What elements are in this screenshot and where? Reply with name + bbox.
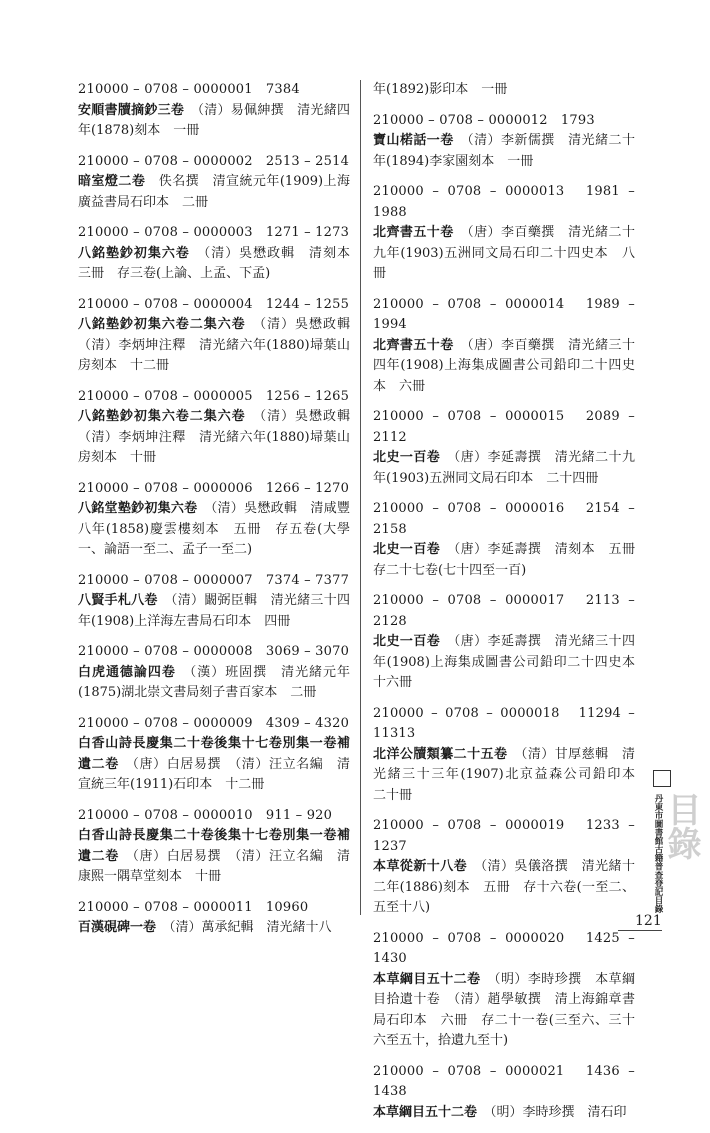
catalog-entry	[78, 571, 350, 633]
entry-title: 暗室燈二卷	[78, 174, 146, 189]
column-divider	[360, 80, 361, 915]
entry-code: 210000 – 0708 – 0000007 7374 – 7377	[78, 572, 350, 588]
page-number-rule	[618, 930, 662, 931]
entry-desc: （唐）李延壽撰 清刻本 五冊 存二十七卷(七十四至一百)	[373, 542, 648, 578]
catalog-entry	[78, 387, 363, 469]
entry-desc: （清）吳懋政輯 （清）李炳坤注釋 清光緒六年(1880)埽葉山房刻本 十二冊	[78, 317, 363, 373]
entry-title: 北齊書五十卷	[373, 225, 454, 240]
entry-desc: （清）甘厚慈輯 清光緒三十三年(1907)北京益森公司鉛印本 二十冊	[373, 746, 649, 803]
catalog-entry	[78, 898, 350, 939]
catalog-entry	[373, 816, 635, 919]
entry-desc: （唐）李延壽撰 清光緒三十四年(1908)上海集成圖書公司鉛印二十四史本 十六冊	[373, 634, 649, 690]
entry-code: 210000 – 0708 – 0000016 2154 – 2158	[373, 501, 635, 537]
entry-code: 210000 – 0708 – 0000015 2089 – 2112	[373, 409, 635, 445]
entry-desc: （清）萬承紀輯 清光緒十八	[169, 920, 332, 935]
catalog-entry	[78, 223, 363, 285]
entry-desc: （唐）白居易撰 （清）汪立名編 清康熙一隅草堂刻本 十冊	[78, 848, 350, 884]
sidebar-box-icon	[653, 770, 671, 787]
entry-code: 210000 – 0708 – 0000020 1425 – 1430	[373, 930, 635, 966]
entry-title: 安順書牘摘鈔三卷	[78, 102, 185, 118]
entry-desc: （唐）白居易撰 （清）汪立名編 清宣統三年(1911)石印本 十二冊	[78, 756, 350, 792]
catalog-entry	[373, 407, 635, 489]
entry-code: 210000 – 0708 – 0000009 4309 – 4320	[78, 715, 350, 731]
entry-code: 210000 – 0708 – 0000014 1989 – 1994	[373, 296, 635, 332]
entry-desc: （唐）李百藥撰 清光緒二十九年(1903)五洲同文局石印二十四史本 八冊	[373, 225, 635, 281]
catalog-entry	[373, 182, 635, 285]
right-column	[373, 80, 649, 1133]
entry-code: 210000 – 0708 – 0000013 1981 – 1988	[373, 184, 635, 220]
catalog-entry-continued	[373, 80, 635, 101]
running-title-sidebar	[648, 770, 701, 930]
entry-desc: （清）闞弼臣輯 清光緒三十四年(1908)上洋海左書局石印本 四冊	[78, 593, 350, 629]
entry-code: 210000 – 0708 – 0000011 10960	[78, 899, 309, 915]
catalog-entry	[78, 806, 350, 888]
entry-desc: （清）易佩紳撰 清光緒四年(1878)刻本 一冊	[78, 102, 350, 138]
catalog-entry	[373, 929, 635, 1052]
entry-code: 210000 – 0708 – 0000005 1256 – 1265	[78, 388, 350, 404]
entry-desc: （清）吳懋政輯 清咸豐八年(1858)慶雲樓刻本 五冊 存五卷(大學一、論語一至二、孟子一至二)	[78, 501, 350, 557]
entry-title: 本草綱目五十二卷	[373, 1104, 478, 1120]
catalog-entry	[373, 111, 635, 173]
entry-code: 210000 – 0708 – 0000004 1244 – 1255	[78, 296, 350, 312]
entry-desc: （清）吳儀洛撰 清光緒十二年(1886)刻本 五冊 存十六卷(一至二、五至十八)	[373, 859, 635, 915]
catalog-entry	[373, 1062, 635, 1124]
entry-title: 八銘塾鈔初集六卷二集六卷	[78, 409, 246, 424]
entry-title: 百漢硯碑一卷	[78, 920, 157, 935]
entry-code: 210000 – 0708 – 0000019 1233 – 1237	[373, 818, 635, 854]
entry-code: 210000 – 0708 – 0000002 2513 – 2514	[78, 153, 350, 169]
entry-title: 北齊書五十卷	[373, 337, 454, 353]
entry-desc: （清）吳懋政輯 清刻本 三冊 存三卷(上論、上孟、下孟)	[78, 245, 363, 281]
entry-title: 北史一百卷	[373, 450, 441, 465]
catalog-entry	[78, 642, 350, 704]
catalog-entry	[78, 479, 350, 561]
entry-title: 八銘塾鈔初集六卷二集六卷	[78, 317, 246, 332]
entry-title: 白香山詩長慶集二十卷後集十七卷別集一卷補遺二卷	[78, 828, 350, 864]
entry-title: 北史一百卷	[373, 634, 441, 649]
entry-code: 210000 – 0708 – 0000010 911 – 920	[78, 807, 333, 823]
entry-title: 北洋公牘類纂二十五卷	[373, 746, 508, 762]
entry-desc: 年(1892)影印本 一冊	[373, 82, 508, 97]
catalog-entry	[373, 295, 635, 398]
running-title: 丹東市圖書館古籍普查登記目錄	[653, 794, 663, 913]
entry-desc: （漢）班固撰 清光緒元年(1875)湖北崇文書局刻子書百家本 二冊	[78, 664, 350, 700]
entry-title: 白香山詩長慶集二十卷後集十七卷別集一卷補遺二卷	[78, 736, 350, 772]
entry-title: 北史一百卷	[373, 542, 441, 557]
entry-desc: （唐）李百藥撰 清光緒三十四年(1908)上海集成圖書公司鉛印二十四史本 六冊	[373, 337, 635, 394]
entry-title: 八銘堂塾鈔初集六卷	[78, 501, 198, 516]
entry-code: 210000 – 0708 – 0000006 1266 – 1270	[78, 480, 350, 496]
entry-title: 本草綱目五十二卷	[373, 971, 481, 987]
entry-code: 210000 – 0708 – 0000003 1271 – 1273	[78, 225, 350, 240]
catalog-entry	[373, 591, 649, 694]
entry-title: 本草從新十八卷	[373, 859, 468, 874]
entry-desc: （明）李時珍撰 本草綱目拾遺十卷 （清）趙學敏撰 清上海錦章書局石印本 六冊 存二十一卷(三至六、三十六至五十，拾遺九至十)	[373, 971, 635, 1048]
catalog-entry	[78, 80, 350, 142]
sidebar-large-char: 目錄	[661, 792, 701, 860]
entry-desc: （明）李時珍撰 清石印	[490, 1104, 627, 1120]
entry-desc: （唐）李延壽撰 清光緒二十九年(1903)五洲同文局石印本 二十四冊	[373, 450, 635, 486]
entry-code: 210000 – 0708 – 0000017 2113 – 2128	[373, 593, 635, 629]
entry-desc: （清）李新儒撰 清光緒二十年(1894)李家園刻本 一冊	[373, 133, 635, 169]
entry-title: 白虎通德論四卷	[78, 664, 176, 680]
left-column	[78, 80, 363, 949]
catalog-entry	[78, 295, 363, 377]
catalog-entry	[78, 152, 350, 214]
catalog-entry	[373, 704, 649, 807]
entry-title: 八銘塾鈔初集六卷	[78, 245, 190, 261]
entry-title: 八賢手札八卷	[78, 593, 158, 608]
entry-code: 210000 – 0708 – 0000021 1436 – 1438	[373, 1063, 635, 1099]
entry-code: 210000 – 0708 – 0000001 7384	[78, 82, 300, 97]
page-number: 121	[635, 913, 662, 929]
entry-desc: 佚名撰 清宣統元年(1909)上海廣益書局石印本 二冊	[78, 174, 350, 210]
entry-desc: （清）吳懋政輯 （清）李炳坤注釋 清光緒六年(1880)埽葉山房刻本 十冊	[78, 409, 363, 465]
entry-title: 寶山楉話一卷	[373, 133, 454, 148]
entry-code: 210000 – 0708 – 0000018 11294 – 11313	[373, 705, 635, 741]
entry-code: 210000 – 0708 – 0000012 1793	[373, 112, 595, 128]
catalog-entry	[78, 714, 350, 796]
entry-code: 210000 – 0708 – 0000008 3069 – 3070	[78, 644, 350, 659]
catalog-entry	[373, 499, 648, 581]
